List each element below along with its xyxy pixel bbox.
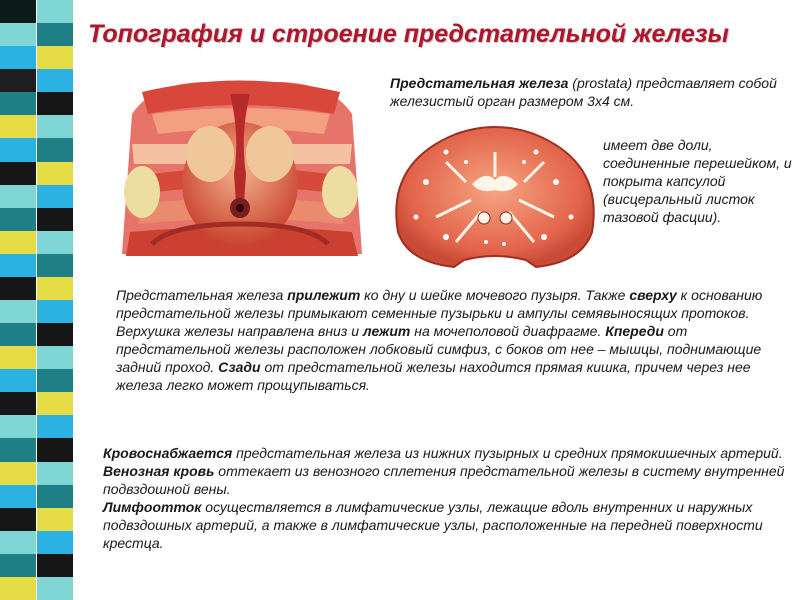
topography-keyword: лежит — [362, 323, 411, 339]
stripe-segment — [0, 115, 36, 138]
venous-drainage-rest: оттекает из венозного сплетения предстательной железы в систему внутренней подвздошной вены. — [103, 463, 785, 497]
stripe-segment — [37, 323, 73, 346]
venous-drainage-line — [103, 462, 793, 498]
stripe-segment — [37, 577, 73, 600]
stripe-segment — [0, 162, 36, 185]
prostate-cross-section-illustration — [386, 122, 604, 272]
lymph-drainage-line — [103, 498, 793, 552]
stripe-segment — [0, 277, 36, 300]
stripe-segment — [37, 92, 73, 115]
stripe-segment — [37, 185, 73, 208]
stripe-segment — [37, 208, 73, 231]
stripe-segment — [0, 392, 36, 415]
topography-keyword: прилежит — [287, 287, 361, 303]
stripe-segment — [0, 577, 36, 600]
stripe-segment — [37, 346, 73, 369]
stripe-segment — [0, 415, 36, 438]
stripe-segment — [0, 323, 36, 346]
stripe-segment — [37, 254, 73, 277]
intro-rest: (prostata) представляет собой железистый орган размером 3х4 см. — [390, 75, 777, 109]
stripe-segment — [37, 415, 73, 438]
lymph-drainage-bold: Лимфоотток — [103, 499, 202, 515]
topography-text: на мочеполовой диафрагме. — [410, 323, 606, 339]
stripe-segment — [0, 92, 36, 115]
stripe-segment — [0, 69, 36, 92]
stripe-segment — [37, 162, 73, 185]
stripe-segment — [37, 369, 73, 392]
intro-text — [390, 74, 790, 110]
stripe-segment — [0, 254, 36, 277]
topography-text: к основанию предстательной железы примыкают семенные пузырьки и ампулы семявыносящих протоков. Верхушка железы направлена вниз и — [116, 287, 763, 339]
stripe-segment — [0, 0, 36, 23]
stripe-segment — [0, 369, 36, 392]
blood-supply-line — [103, 444, 793, 462]
topography-keyword: сверху — [629, 287, 677, 303]
stripe-segment — [0, 185, 36, 208]
stripe-segment — [37, 23, 73, 46]
topography-text: ко дну и шейке мочевого пузыря. Также — [360, 287, 630, 303]
topography-text: от предстательной железы находится прямая кишка, причем через нее железа легко может прощупываться. — [116, 359, 751, 393]
stripe-segment — [37, 138, 73, 161]
blood-supply-bold: Кровоснабжается — [103, 445, 233, 461]
stripe-segment — [0, 23, 36, 46]
stripe-segment — [37, 392, 73, 415]
supply-paragraph — [103, 444, 793, 552]
topography-text: от предстательной железы расположен лобковый симфиз, с боков от нее – мышцы, поднимающие задний проход. — [116, 323, 762, 375]
stripe-segment — [37, 485, 73, 508]
topography-keyword: Сзади — [218, 359, 261, 375]
lobes-text: имеет две доли, соединенные перешейком, и покрыта капсулой (висцеральный листок тазовой фасции). — [603, 137, 792, 225]
stripe-segment — [37, 438, 73, 461]
stripe-segment — [37, 46, 73, 69]
topography-keyword: Кпереди — [605, 323, 664, 339]
stripe-segment — [0, 438, 36, 461]
blood-supply-rest: предстательная железа из нижних пузырных и средних прямокишечных артерий. — [232, 445, 783, 461]
stripe-segment — [0, 485, 36, 508]
stripe-segment — [37, 554, 73, 577]
stripe-segment — [0, 231, 36, 254]
stripe-segment — [0, 346, 36, 369]
prostate-longitudinal-section-illustration — [112, 74, 370, 262]
stripe-segment — [0, 208, 36, 231]
stripe-segment — [37, 0, 73, 23]
stripe-segment — [0, 554, 36, 577]
stripe-segment — [37, 231, 73, 254]
topography-text: Предстательная железа — [116, 287, 288, 303]
topography-paragraph — [116, 286, 786, 394]
stripe-segment — [0, 46, 36, 69]
stripe-segment — [0, 462, 36, 485]
stripe-segment — [37, 115, 73, 138]
stripe-segment — [0, 531, 36, 554]
stripe-segment — [37, 531, 73, 554]
stripe-segment — [37, 277, 73, 300]
stripe-column-left — [0, 0, 36, 600]
venous-drainage-bold: Венозная кровь — [103, 463, 215, 479]
lymph-drainage-rest: осуществляется в лимфатические узлы, лежащие вдоль внутренних и наружных подвздошных артерий, а также в лимфатические узлы, расположенные на передней поверхности крестца. — [103, 499, 763, 551]
intro-bold: Предстательная железа — [390, 75, 569, 91]
stripe-segment — [0, 508, 36, 531]
slide-title: Топография и строение предстательной железы — [88, 20, 729, 48]
stripe-column-right — [37, 0, 73, 600]
stripe-segment — [37, 508, 73, 531]
stripe-segment — [37, 300, 73, 323]
stripe-segment — [0, 138, 36, 161]
stripe-segment — [37, 69, 73, 92]
decorative-stripe-bar — [0, 0, 80, 600]
stripe-segment — [0, 300, 36, 323]
stripe-segment — [37, 462, 73, 485]
